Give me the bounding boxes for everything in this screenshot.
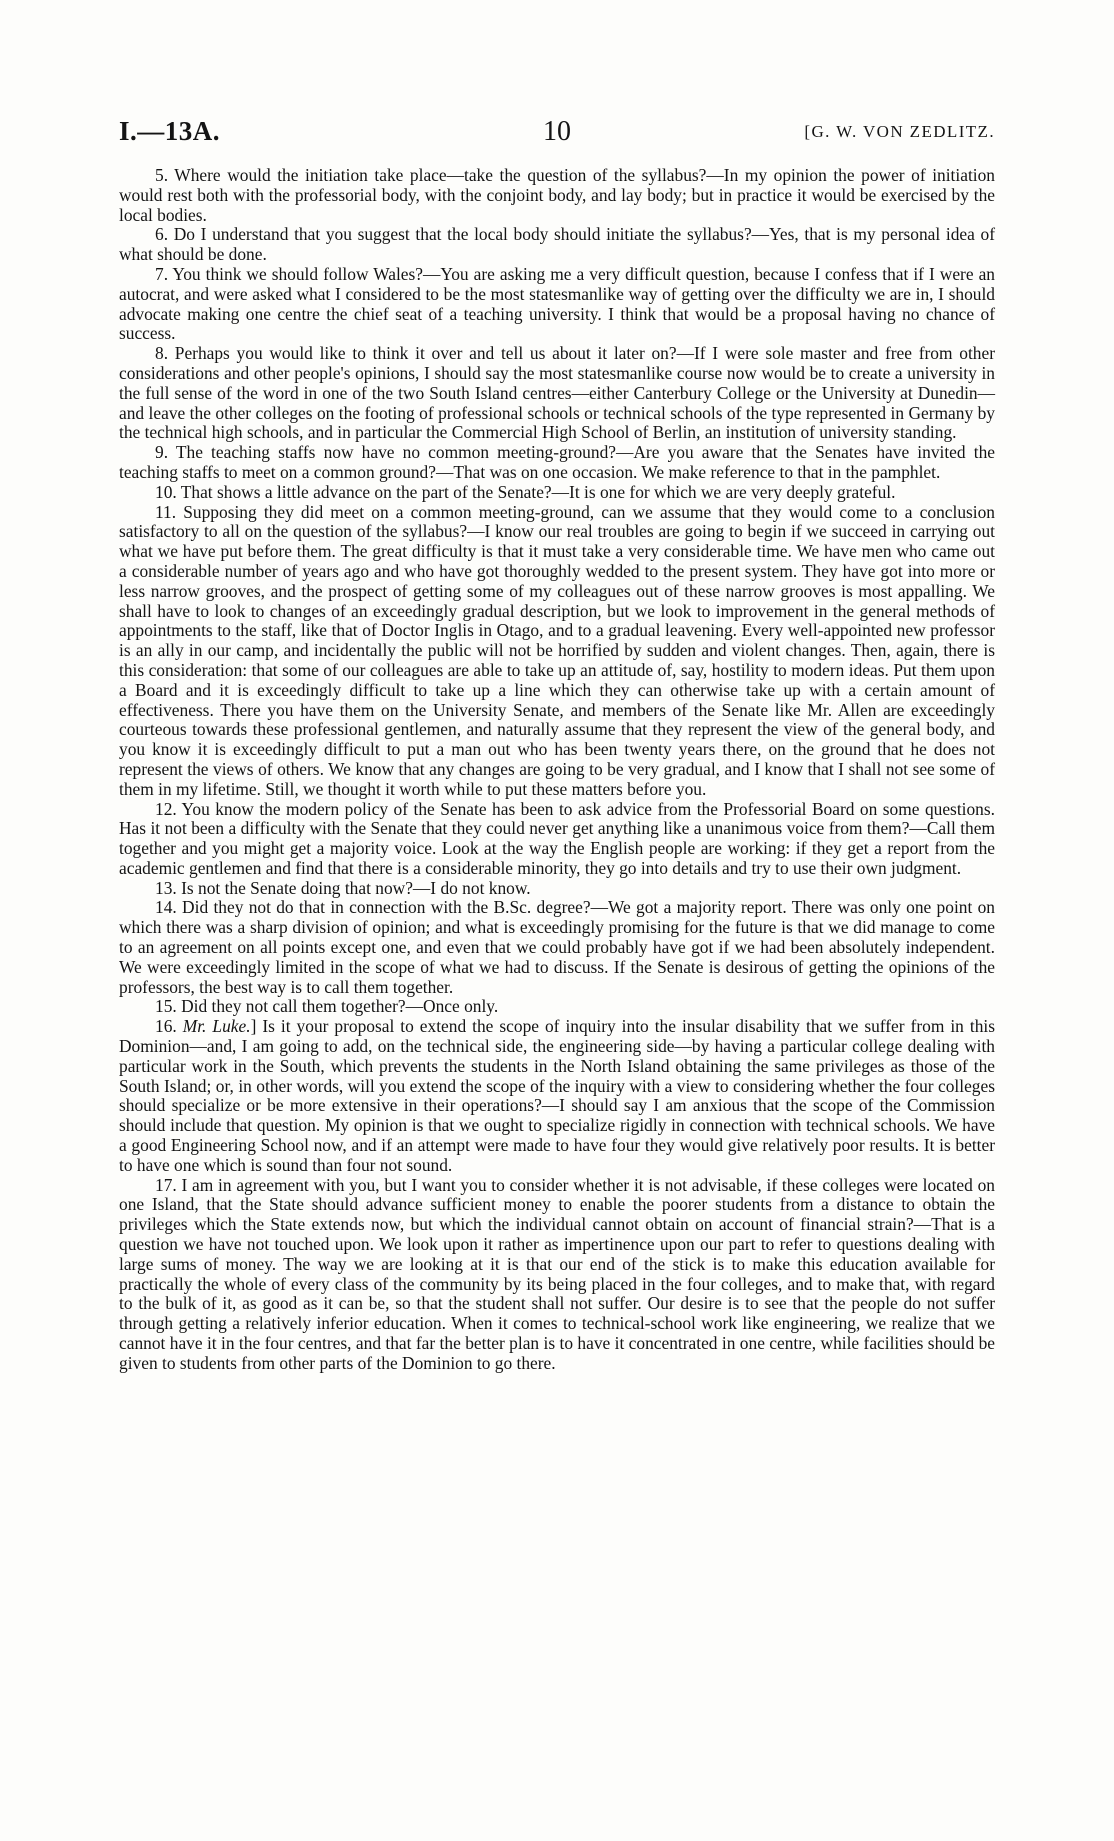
paragraph-9: 9. The teaching staffs now have no common meeting-ground?—Are you aware that the Senates have invited the teaching staffs to meet on a common ground?—That was on one occasion. We make reference to that in the pamphlet. bbox=[119, 442, 995, 482]
speaker-name: Mr. Luke. bbox=[182, 1016, 251, 1037]
paragraph-5: 5. Where would the initiation take place—take the question of the syllabus?—In my opinion the power of initiation would rest both with the professorial body, with the conjoint body, and lay body; but in practice it would be exercised by the local bodies. bbox=[119, 165, 995, 225]
question-number: 16. bbox=[155, 1016, 183, 1037]
document-reference: I.—13A. bbox=[119, 116, 221, 146]
paragraph-16: 16. Mr. Luke.] Is it your proposal to extend the scope of inquiry into the insular disability that we suffer from in this Dominion—and, I am going to add, on the technical side, the engineering side—by having a particular college dealing with particular work in the South, which prevents the students in the North Island obtaining the same privileges as those of the South Island; or, in other words, will you extend the scope of the inquiry with a view to considering whether the four colleges should specialize or be more extensive in their operations?—I should say I am anxious that the scope of the Commission should include that question. My opinion is that we ought to specialize rigidly in connection with technical schools. We have a good Engineering School now, and if an attempt were made to have four they would give relatively poor results. It is better to have one which is sound than four not sound. bbox=[119, 1016, 995, 1175]
paragraph-7: 7. You think we should follow Wales?—You are asking me a very difficult question, because I confess that if I were an autocrat, and were asked what I considered to be the most statesmanlike way of getting over the difficulty we are in, I should advocate making one centre the chief seat of a teaching university. I think that would be a proposal having no chance of success. bbox=[119, 263, 995, 344]
paragraph-6: 6. Do I understand that you suggest that the local body should initiate the syllabus?—Yes, that is my personal idea of what should be done. bbox=[119, 224, 995, 265]
paragraph-16-text: Is it your proposal to extend the scope of inquiry into the insular disability that we suffer from in this Dominion—and, I am going to add, on the technical side, the engineering side—by having a particular college dealing with particular work in the South, which prevents the students in the North Island obtaining the same privileges as those of the South Island; or, in other words, will you extend the scope of the inquiry with a view to considering whether the four colleges should specialize or be more extensive in their operations?—I should say I am anxious that the scope of the Commission should include that question. My opinion is that we ought to specialize rigidly in connection with technical schools. We have a good Engineering School now, and if an attempt were made to have four they would give relatively poor results. It is better to have one which is sound than four not sound. bbox=[119, 1016, 995, 1175]
paragraph-17: 17. I am in agreement with you, but I want you to consider whether it is not advisable, if these colleges were located on one Island, that the State should advance sufficient money to enable the poorer students from a distance to obtain the privileges which the State extends now, but which the individual cannot obtain on account of financial strain?—That is a question we have not touched upon. We look upon it rather as impertinence upon our part to refer to questions dealing with large sums of money. The way we are looking at it is that our end of the stick is to make this education available for practically the whole of every class of the community by its being placed in the four colleges, and to make that, with regard to the bulk of it, as good as it can be, so that the student shall not suffer. Our desire is to see that the people do not suffer through getting a relatively inferior education. When it comes to technical-school work like engineering, we realize that we cannot have it in the four centres, and that far the better plan is to have it concentrated in one centre, while facilities should be given to students from other parts of the Dominion to go there. bbox=[119, 1174, 995, 1373]
paragraph-12: 12. You know the modern policy of the Senate has been to ask advice from the Professorial Board on some questions. Has it not been a difficulty with the Senate that they could never get anything like a unanimous voice from them?—Call them together and you might get a majority voice. Look at the way the English people are working: if they get a report from the academic gentlemen and find that there is a considerable minority, they go into details and try to use their own judgment. bbox=[119, 798, 995, 878]
paragraph-15: 15. Did they not call them together?—Once only. bbox=[155, 996, 499, 1017]
paragraph-8: 8. Perhaps you would like to think it over and tell us about it later on?—If I were sole master and free from other considerations and other people's opinions, I should say the most statesmanlike course now would be to create a university in the full sense of the word in one of the two South Island centres—either Canterbury College or the University at Dunedin—and leave the other colleges on the footing of professional schools or technical schools of the type represented in Germany by the technical high schools, and in particular the Commercial High School of Berlin, an institution of university standing. bbox=[119, 343, 995, 443]
paragraph-11: 11. Supposing they did meet on a common meeting-ground, can we assume that they would come to a conclusion satisfactory to all on the question of the syllabus?—I know our real troubles are going to begin if we succeed in carrying out what we have put before them. The great difficulty is that it must take a very considerable time. We have men who came out a considerable number of years ago and who have got thoroughly wedded to the present system. They have got into more or less narrow grooves, and the prospect of getting some of my colleagues out of these narrow grooves is most appalling. We shall have to look to changes of an exceedingly gradual description, but we look to improvement in the general methods of appointments to the staff, like that of Doctor Inglis in Otago, and to a gradual leavening. Every well-appointed new professor is an ally in our camp, and incidentally the public will not be horrified by sudden and violent changes. Then, again, there is this consideration: that some of our colleagues are able to take up an attitude of, say, hostility to modern ideas. Put them upon a Board and it is exceedingly difficult to take up a line which they can otherwise take up with a certain amount of effectiveness. There you have them on the University Senate, and members of the Senate like Mr. Allen are exceedingly courteous towards these professional gentlemen, and naturally assume that they represent the view of the general body, and you know it is exceedingly difficult to put a man out who has been twenty years there, on the ground that he does not represent the views of others. We know that any changes are going to be very gradual, and I know that I shall not see some of them in my lifetime. Still, we thought it worth while to put these matters before you. bbox=[119, 501, 995, 799]
page-number: 10 bbox=[543, 116, 571, 147]
testimony-body bbox=[119, 166, 995, 1374]
paragraph-10: 10. That shows a little advance on the part of the Senate?—It is one for which we are very deeply grateful. bbox=[155, 481, 896, 502]
page-header bbox=[119, 116, 995, 156]
paragraph-13: 13. Is not the Senate doing that now?—I do not know. bbox=[155, 877, 531, 898]
witness-name: [G. W. VON ZEDLITZ. bbox=[804, 122, 995, 141]
paragraph-14: 14. Did they not do that in connection with the B.Sc. degree?—We got a majority report. There was only one point on which there was a sharp division of opinion; and what is exceedingly promising for the future is that we did manage to come to an agreement on all points except one, and even that we could probably have got if we had been absolutely independent. We were exceedingly limited in the scope of what we had to discuss. If the Senate is desirous of getting the opinions of the professors, the best way is to call them together. bbox=[119, 897, 995, 997]
